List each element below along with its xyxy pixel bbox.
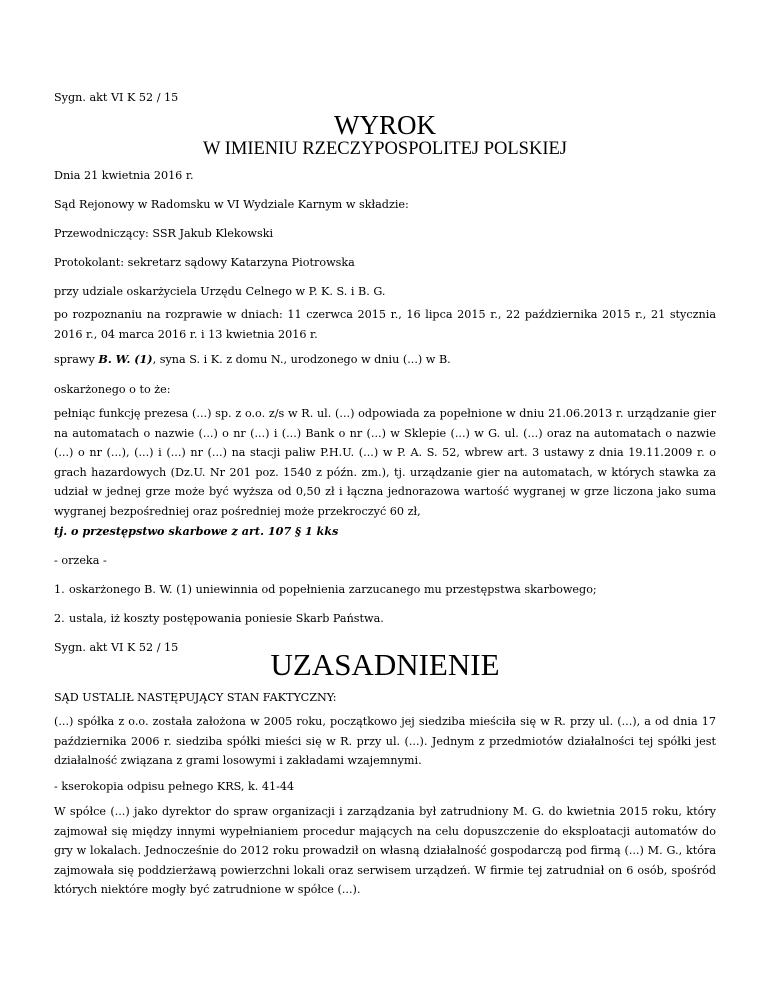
charge-text: pełniąc funkcję prezesa (...) sp. z o.o. z/s w R. ul. (...) odpowiada za popełnione w dniu 21.06.2013 r. urządzanie gier na automatach o nazwie (...) o nr (...) i (...) Bank o nr (...) w Sklepie (...) w G. ul. (...) oraz na automatach o nazwie (...) o nr (...), (...) i (...) nr (...) na stacji paliw P.H.U. (...) w P. A. S. 52, wbrew art. 3 ustawy z dnia 19.11.2009 r. o grach hazardowych (Dz.U. Nr 201 poz. 1540 z późn. zm.), tj. urządzanie gier na automatach, w których stawka za udział w jednej grze może być wyższa od 0,50 zł i łączna jednorazowa wartość wygranej w grze liczona jako suma wygranej bezpośredniej oraz pośredniej może przekroczyć 60 zł,	[54, 407, 716, 518]
justification-case-reference: Sygn. akt VI K 52 / 15	[54, 641, 179, 654]
case-suffix: , syna S. i K. z domu N., urodzonego w dniu (...) w B.	[152, 353, 451, 366]
case-reference: Sygn. akt VI K 52 / 15	[54, 91, 179, 104]
ruling-text: ustala, iż koszty postępowania poniesie Skarb Państwa.	[69, 612, 384, 625]
accused-intro: oskarżonego o to że:	[54, 383, 171, 396]
ruling-text: oskarżonego B. W. (1) uniewinnia od popełnienia zarzucanego mu przestępstwa skarbowego;	[69, 583, 597, 596]
court-composition: Sąd Rejonowy w Radomsku w VI Wydziale Karnym w składzie:	[54, 198, 409, 211]
case-prefix: sprawy	[54, 353, 99, 366]
hearing-dates: po rozpoznaniu na rozprawie w dniach: 11 czerwca 2015 r., 16 lipca 2015 r., 22 października 2015 r., 21 stycznia 2016 r., 04 marca 2016 r. i 13 kwietnia 2016 r.	[54, 308, 716, 341]
facts-paragraph: (...) spółka z o.o. została założona w 2005 roku, początkowo jej siedziba mieściła się w R. przy ul. (...), a od dnia 17 października 2006 r. siedziba spółki mieści się w R. przy ul. (...). Jednym z przedmiotów działalności tej spółki jest działalność związana z grami losowymi i zakładami wzajemnymi.	[54, 715, 716, 767]
evidence-reference: - kserokopia odpisu pełnego KRS, k. 41-44	[54, 780, 295, 793]
ruling-item	[54, 580, 716, 600]
facts-heading: SĄD USTALIŁ NASTĘPUJĄCY STAN FAKTYCZNY:	[54, 691, 337, 704]
facts-paragraph: W spółce (...) jako dyrektor do spraw organizacji i zarządzania był zatrudniony M. G. do kwietnia 2015 roku, który zajmował się między innymi wypełnianiem procedur mających na celu dopuszczenie do eksploatacji automatów do gry w lokalach. Jednocześnie do 2012 roku prowadził on własną działalność gospodarczą pod firmą (...) M. G., która zajmowała się poddzierżawą powierzchni lokali oraz serwisem urządzeń. W firmie tej zatrudniał on 6 osób, spośród których niektóre mogły być zatrudnione w spółce (...).	[54, 805, 716, 896]
verdict-date: Dnia 21 kwietnia 2016 r.	[54, 169, 194, 182]
case-subject	[54, 350, 716, 370]
ruling-number: 1.	[54, 583, 65, 596]
offense-qualification: tj. o przestępstwo skarbowe z art. 107 § 1 kks	[54, 524, 339, 538]
court-clerk: Protokolant: sekretarz sądowy Katarzyna Piotrowska	[54, 256, 355, 269]
verdict-title: WYROK	[334, 110, 436, 140]
presiding-judge: Przewodniczący: SSR Jakub Klekowski	[54, 227, 274, 240]
ruling-number: 2.	[54, 612, 65, 625]
verdict-subtitle: W IMIENIU RZECZYPOSPOLITEJ POLSKIEJ	[202, 139, 567, 159]
defendant-name: B. W. (1)	[98, 352, 153, 366]
prosecutor-line: przy udziale oskarżyciela Urzędu Celnego w P. K. S. i B. G.	[54, 285, 386, 298]
ruling-item	[54, 609, 716, 629]
justification-title: UZASADNIENIE	[270, 647, 500, 682]
ruling-intro: - orzeka -	[54, 554, 107, 567]
